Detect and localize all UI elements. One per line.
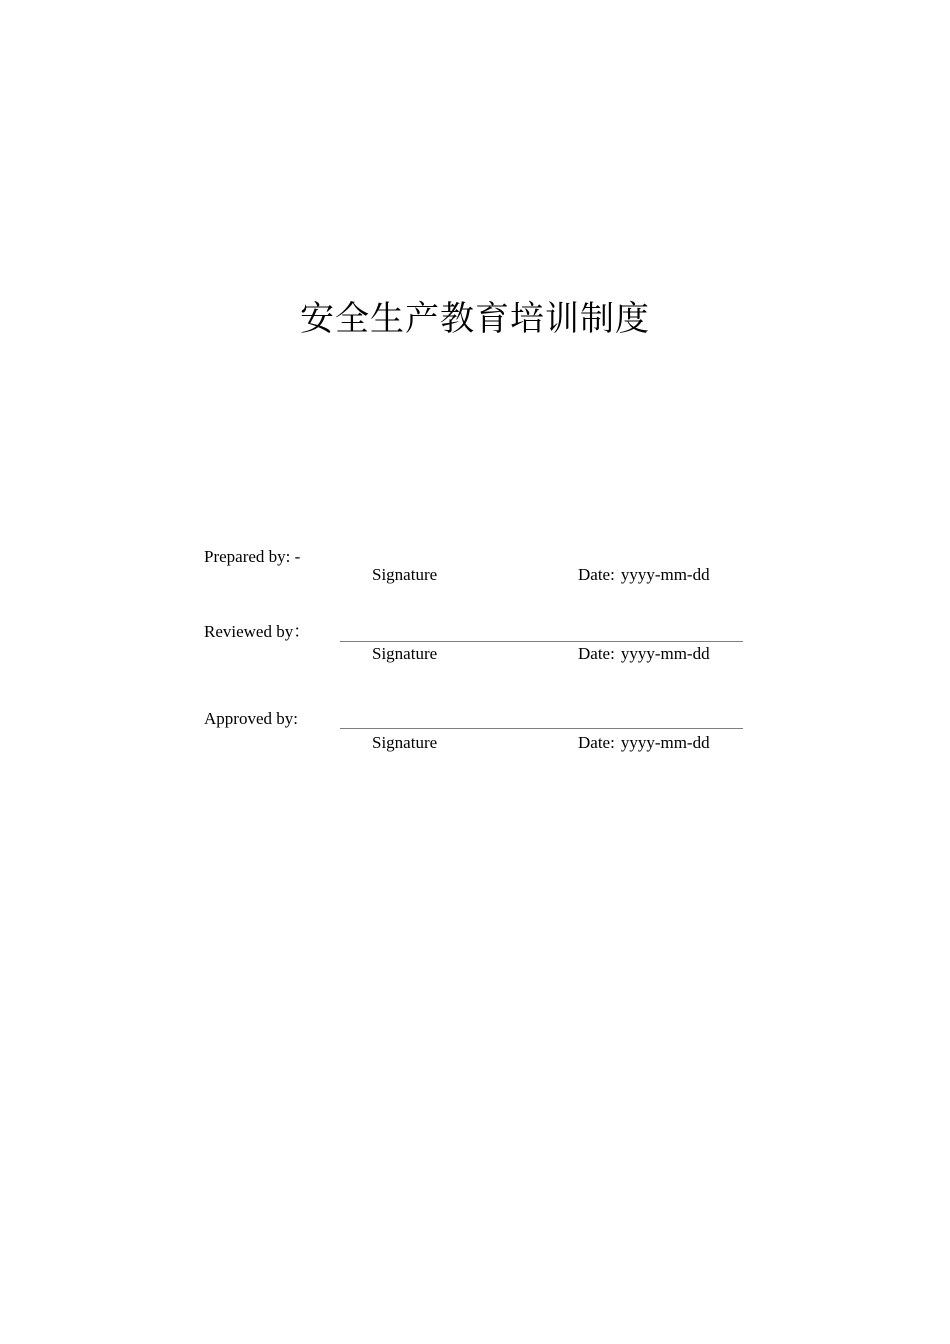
prepared-date-label: Date: [578, 565, 615, 584]
approved-signature-line [340, 728, 743, 729]
approved-signature-caption: Signature [372, 733, 438, 752]
reviewed-signature-caption: Signature [372, 644, 438, 663]
approved-date-value: yyyy-mm-dd [620, 733, 710, 752]
approved-date [578, 733, 710, 753]
approved-date-label: Date: [578, 733, 615, 752]
reviewed-signature-line [340, 641, 743, 642]
document-title: 安全生产教育培训制度 [300, 299, 650, 339]
prepared-date [578, 565, 710, 585]
reviewed-date-value: yyyy-mm-dd [620, 644, 710, 663]
reviewed-date-label: Date: [578, 644, 615, 663]
prepared-signature-caption: Signature [372, 565, 438, 584]
prepared-by-label: Prepared by: - [204, 547, 301, 566]
prepared-date-value: yyyy-mm-dd [620, 565, 710, 584]
approved-by-label: Approved by: [204, 709, 298, 728]
reviewed-date [578, 644, 710, 664]
reviewed-by-label: Reviewed by： [204, 622, 311, 641]
